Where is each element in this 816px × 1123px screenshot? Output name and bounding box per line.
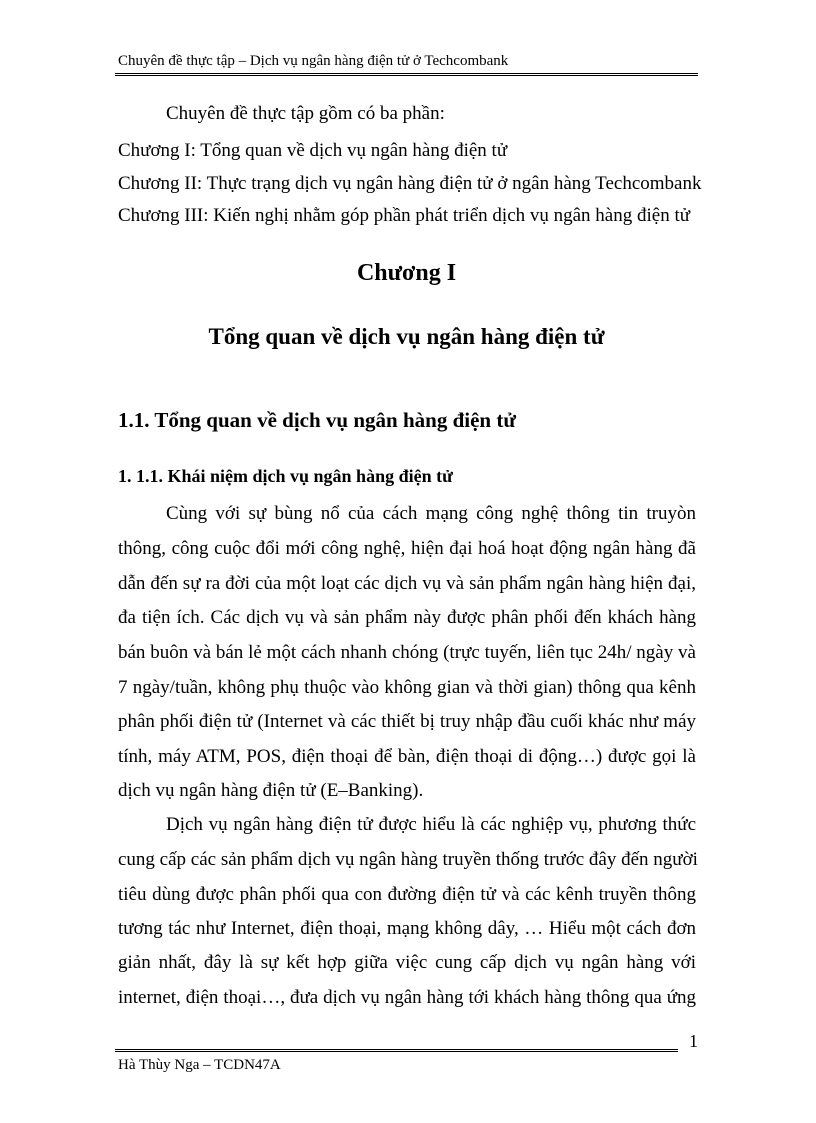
paragraph-line: cung cấp các sản phẩm dịch vụ ngân hàng truyền thống trước đây đến người <box>118 849 698 870</box>
chapter-title: Tổng quan về dịch vụ ngân hàng điện tử <box>208 324 605 349</box>
intro-lead: Chuyên đề thực tập gồm có ba phần: <box>166 103 445 124</box>
paragraph-line: giản nhất, đây là sự kết hợp giữa việc cung cấp dịch vụ ngân hàng với <box>118 952 696 973</box>
paragraph-line: internet, điện thoại…, đưa dịch vụ ngân hàng tới khách hàng thông qua ứng <box>118 987 696 1008</box>
paragraph-line: đa tiện ích. Các dịch vụ và sản phẩm này được phân phối đến khách hàng <box>118 607 696 628</box>
paragraph-line: dịch vụ ngân hàng điện tử (E–Banking). <box>118 780 424 801</box>
chapter-label: Chương I <box>356 260 457 286</box>
paragraph-line: Dịch vụ ngân hàng điện tử được hiểu là các nghiệp vụ, phương thức <box>166 814 696 835</box>
header-divider <box>115 73 698 76</box>
chapter-list-item: Chương II: Thực trạng dịch vụ ngân hàng điện tử ở ngân hàng Techcombank <box>118 173 702 194</box>
header-title: Chuyên đề thực tập – Dịch vụ ngân hàng điện tử ở Techcombank <box>118 53 509 69</box>
paragraph-line: bán buôn và bán lẻ một cách nhanh chóng (trực tuyến, liên tục 24h/ ngày và <box>118 642 696 663</box>
subsection-heading: 1. 1.1. Khái niệm dịch vụ ngân hàng điện tử <box>118 466 453 486</box>
footer-divider <box>115 1049 678 1052</box>
paragraph-line: Cùng với sự bùng nổ của cách mạng công nghệ thông tin truyòn <box>166 503 696 524</box>
page-number: 1 <box>689 1031 698 1051</box>
paragraph-line: tương tác như Internet, điện thoại, mạng không dây, … Hiểu một cách đơn <box>118 918 696 939</box>
paragraph-line: thông, công cuộc đổi mới công nghệ, hiện đại hoá hoạt động ngân hàng đã <box>118 538 696 559</box>
paragraph-line: tính, máy ATM, POS, điện thoại để bàn, điện thoại di động…) được gọi là <box>118 746 696 767</box>
footer-author: Hà Thùy Nga – TCDN47A <box>118 1057 281 1073</box>
section-heading: 1.1. Tổng quan về dịch vụ ngân hàng điện tử <box>118 408 516 432</box>
chapter-list-item: Chương III: Kiến nghị nhằm góp phần phát triển dịch vụ ngân hàng điện tử <box>118 205 691 226</box>
paragraph-line: dẫn đến sự ra đời của một loạt các dịch vụ và sản phẩm ngân hàng hiện đại, <box>118 573 696 594</box>
chapter-list-item: Chương I: Tổng quan về dịch vụ ngân hàng điện tử <box>118 140 508 161</box>
paragraph-line: phân phối điện tử (Internet và các thiết bị truy nhập đầu cuối khác như máy <box>118 711 696 732</box>
paragraph-line: tiêu dùng được phân phối qua con đường điện tử và các kênh truyền thông <box>118 884 696 905</box>
paragraph-line: 7 ngày/tuần, không phụ thuộc vào không gian và thời gian) thông qua kênh <box>118 677 696 698</box>
